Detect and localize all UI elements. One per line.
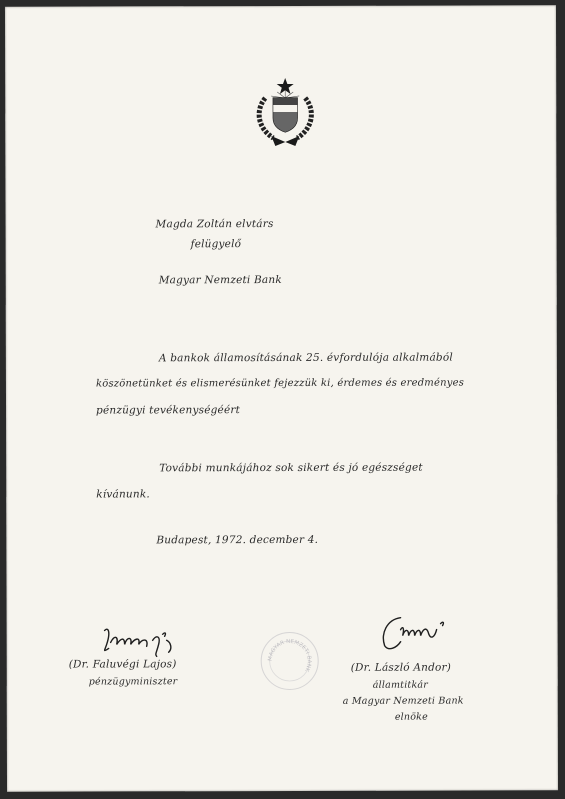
coat-of-arms-icon [251,76,319,148]
document-page [5,5,558,791]
recipient-title: felügyelő [190,238,242,251]
body-line-2: köszönetünket és elismerésünket fejezzük ki, érdemes és eredményes [95,377,465,390]
recipient-org: Magyar Nemzeti Bank [158,273,282,287]
signatory-right-role-2: a Magyar Nemzeti Bank [342,695,464,707]
signatory-right-role-3: elnöke [394,711,428,723]
place-date: Budapest, 1972. december 4. [156,533,319,547]
wish-line-1: További munkájához sok sikert és jó egészséget [159,461,423,475]
signatory-left-role: pénzügyminiszter [88,676,178,688]
wish-line-2: kívánunk. [96,488,150,501]
stamp-text: MAGYAR NEMZETI BANK [267,638,312,673]
signatory-left-name: (Dr. Faluvégi Lajos) [68,658,177,671]
recipient-name: Magda Zoltán elvtárs [155,218,274,231]
body-line-1: A bankok államosításának 25. évfordulója alkalmából [158,351,453,365]
signature-right [371,612,467,654]
signatory-right-name: (Dr. László Andor) [350,661,452,674]
signatory-right-role-1: államtitkár [372,679,429,691]
body-line-3: pénzügyi tevékenységéért [96,404,241,417]
signature-left [97,622,197,658]
bank-stamp [261,632,319,690]
